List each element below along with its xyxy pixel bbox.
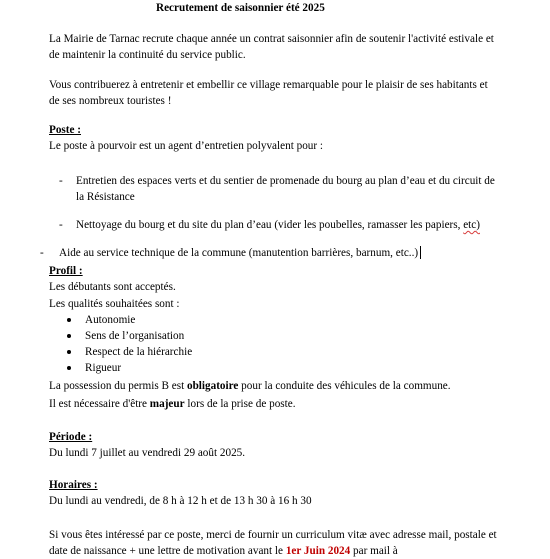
quality-item: Sens de l’organisation <box>85 330 185 342</box>
quality-item: Rigueur <box>85 362 122 374</box>
application-text-before: date de naissance + une lettre de motivation avant le <box>49 545 286 557</box>
task-3-text: Aide au service technique de la commune (manutention barrières, barnum, etc..) <box>59 247 419 259</box>
permit-text-bold: obligatoire <box>186 380 239 392</box>
task-1-dash: - <box>59 175 63 187</box>
task-2-misspelled-word: etc) <box>463 219 480 231</box>
task-2-text <box>76 217 480 233</box>
periode-text: Du lundi 7 juillet au vendredi 29 août 2025. <box>49 447 246 459</box>
task-1-line-2: la Résistance <box>76 191 135 203</box>
intro-line-2: de maintenir la continuité du service public. <box>49 49 246 61</box>
task-3-dash: - <box>40 247 44 259</box>
horaires-heading: Horaires : <box>49 479 98 491</box>
profil-qualities-intro: Les qualités souhaitées sont : <box>49 298 180 310</box>
contribution-line-2: de ses nombreux touristes ! <box>49 95 172 107</box>
task-2-main: Nettoyage du bourg et du site du plan d’eau (vider les poubelles, ramasser les papiers, <box>76 219 464 231</box>
bullet-icon <box>67 318 71 322</box>
profil-beginners: Les débutants sont acceptés. <box>49 281 176 293</box>
task-1-line-1: Entretien des espaces verts et du sentier de promenade du bourg au plan d’eau et du circuit de <box>76 175 495 187</box>
age-requirement <box>49 396 296 412</box>
task-2-dash: - <box>59 219 63 231</box>
application-text-after: par mail à <box>350 545 398 557</box>
bullet-icon <box>67 334 71 338</box>
contribution-line-1: Vous contribuerez à entretenir et embellir ce village remarquable pour le plaisir de ses habitants et <box>49 79 488 91</box>
intro-line-1: La Mairie de Tarnac recrute chaque année un contrat saisonnier afin de soutenir l'activité estivale et <box>49 33 494 45</box>
application-line-1: Si vous êtes intéressé par ce poste, merci de fournir un curriculum vitæ avec adresse mail, postale et <box>49 529 497 541</box>
profil-heading: Profil : <box>49 265 83 277</box>
periode-heading: Période : <box>49 431 93 443</box>
text-cursor <box>420 246 421 259</box>
permit-text-after: pour la conduite des véhicules de la commune. <box>238 380 451 392</box>
quality-item: Autonomie <box>85 314 136 326</box>
poste-heading: Poste : <box>49 124 81 136</box>
permit-requirement <box>49 378 451 394</box>
age-text-after: lors de la prise de poste. <box>184 398 296 410</box>
bullet-icon <box>67 350 71 354</box>
application-deadline: 1er Juin 2024 <box>285 545 351 557</box>
age-text-bold: majeur <box>149 398 185 410</box>
quality-item: Respect de la hiérarchie <box>85 346 193 358</box>
bullet-icon <box>67 366 71 370</box>
poste-intro: Le poste à pourvoir est un agent d’entretien polyvalent pour : <box>49 140 324 152</box>
age-text-before: Il est nécessaire d'être <box>49 398 150 410</box>
application-line-2 <box>49 543 398 559</box>
document-title: Recrutement de saisonnier été 2025 <box>156 2 325 14</box>
permit-text-before: La possession du permis B est <box>49 380 187 392</box>
horaires-text: Du lundi au vendredi, de 8 h à 12 h et de 13 h 30 à 16 h 30 <box>49 495 312 507</box>
